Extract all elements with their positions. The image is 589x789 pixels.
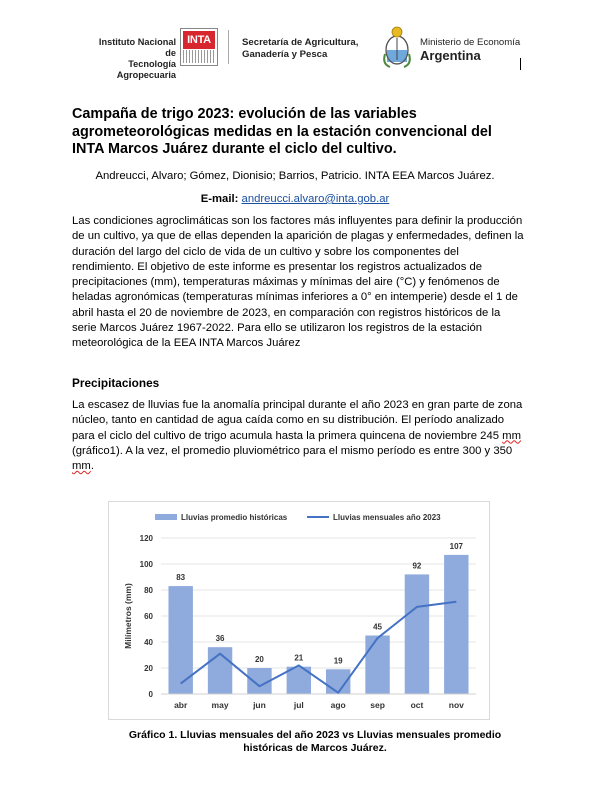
inta-name-line2: Tecnología Agropecuaria bbox=[116, 59, 176, 80]
email-label: E-mail: bbox=[200, 193, 242, 205]
legend-swatch-bars bbox=[155, 514, 177, 520]
body-text-1: La escasez de lluvias fue la anomalía principal durante el año 2023 en gran parte de zona núcleo, tanto en cantidad de agua caída como en su distribución. El período analizado para el ciclo del cultivo de trigo acumula hasta la primera quincena de noviembre 245 bbox=[72, 399, 523, 442]
ministerio-line2: Argentina bbox=[420, 48, 481, 63]
inta-logo-stripes bbox=[183, 50, 215, 63]
caption-line2: históricas de Marcos Juárez. bbox=[243, 742, 387, 754]
bar-data-label: 45 bbox=[373, 622, 383, 632]
ministerio-line1: Ministerio de Economía bbox=[420, 37, 521, 48]
spelling-flag-mm-2: mm bbox=[72, 460, 91, 473]
secretaria-name bbox=[242, 37, 358, 61]
ministerio-name bbox=[420, 37, 520, 63]
legend-label-bars: Lluvias promedio históricas bbox=[181, 513, 288, 522]
bar-data-label: 83 bbox=[176, 573, 186, 583]
y-tick-label: 100 bbox=[139, 560, 153, 569]
rainfall-chart bbox=[108, 501, 490, 720]
inta-name-line1: Instituto Nacional de bbox=[98, 37, 176, 58]
y-tick-label: 120 bbox=[139, 534, 153, 543]
y-tick-label: 80 bbox=[144, 586, 153, 595]
caption-line1: Gráfico 1. Lluvias mensuales del año 2023 vs Lluvias mensuales promedio bbox=[128, 729, 502, 741]
y-tick-label: 60 bbox=[144, 612, 153, 621]
bar bbox=[444, 555, 468, 694]
bar-data-label: 36 bbox=[215, 634, 225, 644]
body-paragraph bbox=[72, 398, 524, 474]
text-cursor bbox=[520, 58, 521, 70]
inta-name bbox=[86, 37, 176, 81]
rainfall-chart-svg bbox=[109, 502, 489, 719]
x-tick-label: sep bbox=[370, 700, 385, 710]
spelling-flag-mm: mm bbox=[502, 429, 521, 442]
chart-caption bbox=[110, 729, 520, 755]
bar-data-label: 92 bbox=[412, 561, 422, 571]
argentina-coat-of-arms-icon bbox=[382, 24, 412, 70]
x-tick-label: nov bbox=[448, 700, 464, 710]
x-tick-label: may bbox=[211, 700, 229, 710]
bar-data-label: 19 bbox=[333, 656, 343, 666]
bar-data-label: 107 bbox=[449, 541, 463, 551]
bar-data-label: 21 bbox=[294, 653, 304, 663]
bar bbox=[405, 574, 429, 694]
x-tick-label: ago bbox=[330, 700, 346, 710]
legend-label-line: Lluvias mensuales año 2023 bbox=[333, 513, 441, 522]
document-title: Campaña de trigo 2023: evolución de las variables agrometeorológicas medidas en la estación convencional del INTA Marcos Juárez durante el ciclo del cultivo. bbox=[72, 106, 492, 157]
authors: Andreucci, Alvaro; Gómez, Dionisio; Barrios, Patricio. INTA EEA Marcos Juárez. bbox=[95, 170, 495, 182]
secretaria-line2: Ganadería y Pesca bbox=[242, 49, 328, 60]
y-axis-label: Milímetros (mm) bbox=[123, 583, 133, 649]
body-text-2: (gráfico1). A la vez, el promedio pluviométrico para el mismo período es entre 300 y 350 bbox=[72, 444, 513, 457]
bar-data-label: 20 bbox=[254, 655, 264, 664]
y-tick-label: 20 bbox=[144, 664, 153, 673]
y-tick-label: 0 bbox=[148, 690, 153, 699]
x-tick-label: jun bbox=[253, 700, 266, 710]
inta-logo-text: INTA bbox=[183, 31, 215, 49]
header-divider bbox=[228, 30, 229, 64]
inta-logo bbox=[180, 28, 218, 66]
x-tick-label: oct bbox=[410, 700, 424, 710]
bar bbox=[365, 636, 389, 695]
intro-paragraph: Las condiciones agroclimáticas son los factores más influyentes para definir la producción de un cultivo, ya que de ellas dependen la aparición de plagas y enfermedades, definen la duración del largo del ciclo de vida de un cultivo y sobre los componentes del rendimiento. El objetivo de este informe es presentar los registros actualizados de precipitaciones (mm), temperaturas máximas y mínimas del aire (°C) y fenómenos de heladas agronómicas (temperaturas mínimas inferiores a 0° en intemperie) desde el 1 de abril hasta el 20 de noviembre de 2023, en comparación con registros históricos de la serie Marcos Juárez 1967-2022. Para ello se utilizaron los registros de la estación meteorológica de la EEA INTA Marcos Juárez bbox=[72, 215, 524, 350]
section-title: Precipitaciones bbox=[72, 376, 160, 390]
email-link[interactable]: andreucci.alvaro@inta.gob.ar bbox=[241, 193, 390, 205]
x-tick-label: abr bbox=[174, 700, 188, 710]
x-tick-label: jul bbox=[293, 700, 304, 710]
email-line bbox=[60, 193, 530, 205]
secretaria-line1: Secretaría de Agricultura, bbox=[242, 37, 359, 48]
body-text-3: . bbox=[90, 460, 94, 473]
y-tick-label: 40 bbox=[144, 638, 153, 647]
